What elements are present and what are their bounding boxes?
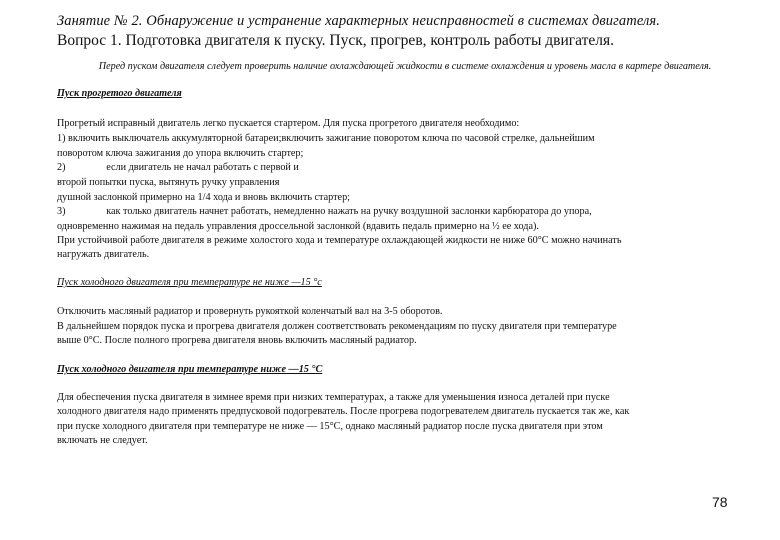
paragraph-line: 3) как только двигатель начнет работать, немедленно нажать на ручку воздушной заслонки карбюратора до упора, — [57, 206, 592, 217]
paragraph-line: 1) включить выключатель аккумуляторной батареи;включить зажигание поворотом ключа по часовой стрелке, дальнейшим — [57, 133, 595, 144]
section-heading-warm-start: Пуск прогретого двигателя — [57, 88, 182, 99]
paragraph-line: душной заслонкой примерно на 1/4 хода и вновь включить стартер; — [57, 192, 351, 203]
paragraph-line: выше 0°С. После полного прогрева двигателя вновь включить масляный радиатор. — [57, 335, 417, 346]
paragraph-line: второй попытки пуска, вытянуть ручку управления — [57, 177, 280, 188]
paragraph-line: при пуске холодного двигателя при температуре не ниже — 15°С, однако масляный радиатор после пуска двигателя при этом — [57, 421, 603, 432]
page-number: 78 — [712, 494, 728, 510]
lesson-title: Занятие № 2. Обнаружение и устранение характерных неисправностей в системах двигателя. — [57, 13, 660, 29]
paragraph-line: Отключить масляный радиатор и провернуть рукояткой коленчатый вал на 3-5 оборотов. — [57, 306, 443, 317]
paragraph-line: холодного двигателя надо применять предпусковой подогреватель. После прогрева подогревателем двигатель пускается так же, как — [57, 406, 630, 417]
paragraph-line: поворотом ключа зажигания до упора включить стартер; — [57, 148, 304, 159]
section-heading-cold-start-below: Пуск холодного двигателя при температуре ниже —15 °С — [57, 364, 323, 375]
paragraph-line: нагружать двигатель. — [57, 249, 150, 260]
paragraph-line: Прогретый исправный двигатель легко пускается стартером. Для пуска прогретого двигателя необходимо: — [57, 118, 520, 129]
paragraph-line: В дальнейшем порядок пуска и прогрева двигателя должен соответствовать рекомендациям по пуску двигателя при температуре — [57, 321, 617, 332]
intro-note: Перед пуском двигателя следует проверить наличие охлаждающей жидкости в системе охлаждения и уровень масла в картере двигателя. — [98, 61, 712, 72]
question-title: Вопрос 1. Подготовка двигателя к пуску. Пуск, прогрев, контроль работы двигателя. — [57, 32, 614, 49]
paragraph-line: Для обеспечения пуска двигателя в зимнее время при низких температурах, а также для уменьшения износа деталей при пуске — [57, 392, 610, 403]
paragraph-line: включать не следует. — [57, 435, 148, 446]
paragraph-line: одновременно нажимая на педаль управления дроссельной заслонкой (вдавить педаль примерно на ½ ее хода). — [57, 221, 539, 232]
section-heading-cold-start-above: Пуск холодного двигателя при температуре не ниже —15 °с — [57, 277, 322, 288]
paragraph-line: При устойчивой работе двигателя в режиме холостого хода и температуре охлаждающей жидкости не ниже 60°С можно начинать — [57, 235, 622, 246]
paragraph-line: 2) если двигатель не начал работать с первой и — [57, 162, 299, 173]
